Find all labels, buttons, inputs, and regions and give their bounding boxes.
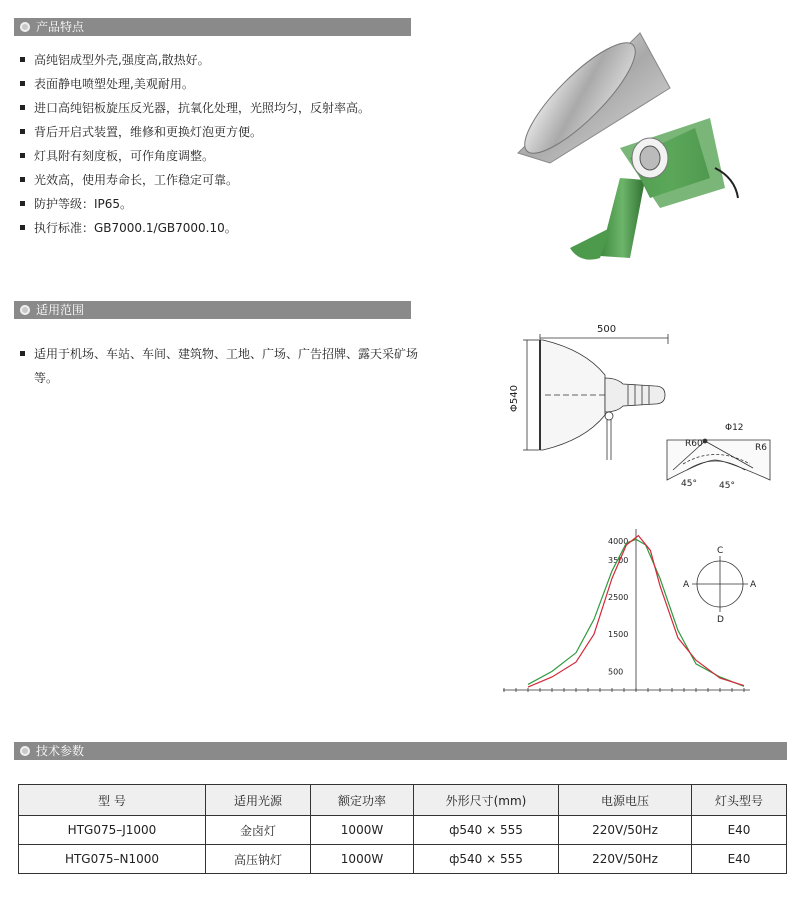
table-cell: 1000W: [311, 816, 414, 845]
polar-label-right: A: [750, 580, 757, 590]
y-tick-label: 3500: [608, 555, 629, 565]
product-photo: [510, 28, 750, 268]
scope-title: 适用范围: [36, 303, 85, 317]
list-item: 表面静电喷塑处理,美观耐用。: [18, 72, 418, 96]
table-cell: E40: [692, 845, 787, 874]
header-power: 额定功率: [311, 785, 414, 816]
table-cell: 220V/50Hz: [559, 816, 692, 845]
features-list: [18, 48, 418, 240]
table-cell: ф540 × 555: [414, 845, 559, 874]
table-cell: 高压钠灯: [206, 845, 311, 874]
scope-text: [18, 342, 418, 390]
features-header: [14, 18, 411, 36]
header-voltage: 电源电压: [559, 785, 692, 816]
bullet-circle-icon: [20, 746, 30, 756]
angle-left-label: 45°: [681, 479, 697, 489]
y-tick-label: 1500: [608, 630, 629, 640]
y-tick-label: 500: [608, 667, 624, 677]
width-label: 500: [597, 324, 617, 335]
table-cell: ф540 × 555: [414, 816, 559, 845]
tech-header: [14, 742, 787, 760]
height-label: Φ540: [509, 385, 520, 412]
header-model: 型 号: [19, 785, 206, 816]
table-cell: HTG075–N1000: [19, 845, 206, 874]
list-item: 进口高纯铝板旋压反光器，抗氧化处理，光照均匀，反射率高。: [18, 96, 418, 120]
polar-label-left: A: [683, 580, 690, 590]
table-row: [19, 845, 787, 874]
y-tick-label: 2500: [608, 592, 629, 602]
table-cell: 1000W: [311, 845, 414, 874]
table-row: [19, 816, 787, 845]
tech-title: 技术参数: [36, 744, 85, 758]
scope-description: 适用于机场、车站、车间、建筑物、工地、广场、广告招牌、露天采矿场等。: [34, 347, 419, 385]
header-socket: 灯头型号: [692, 785, 787, 816]
list-item: 执行标准：GB7000.1/GB7000.10。: [18, 216, 418, 240]
polar-label-bottom: D: [717, 615, 724, 625]
r60-label: R60: [685, 439, 703, 449]
polar-label-top: C: [717, 546, 724, 556]
table-cell: 220V/50Hz: [559, 845, 692, 874]
table-cell: HTG075–J1000: [19, 816, 206, 845]
list-item: 光效高，使用寿命长，工作稳定可靠。: [18, 168, 418, 192]
scope-header: [14, 301, 411, 319]
table-cell: E40: [692, 816, 787, 845]
y-tick-label: 4000: [608, 537, 629, 547]
r6-label: R6: [755, 443, 767, 453]
list-item: 背后开启式装置，维修和更换灯泡更方便。: [18, 120, 418, 144]
table-cell: 金卤灯: [206, 816, 311, 845]
table-header-row: [19, 785, 787, 816]
list-item: 高纯铝成型外壳,强度高,散热好。: [18, 48, 418, 72]
bullet-circle-icon: [20, 305, 30, 315]
list-item: 防护等级：IP65。: [18, 192, 418, 216]
spec-table: [18, 784, 787, 874]
list-item: 灯具附有刻度板，可作角度调整。: [18, 144, 418, 168]
light-distribution-chart: [495, 525, 785, 700]
dimension-drawing: [505, 320, 785, 500]
features-title: 产品特点: [36, 20, 85, 34]
header-dimensions: 外形尺寸(mm): [414, 785, 559, 816]
angle-right-label: 45°: [719, 481, 735, 491]
hole-label: Φ12: [725, 423, 744, 433]
polar-diagram: [683, 546, 757, 625]
header-light-source: 适用光源: [206, 785, 311, 816]
bullet-circle-icon: [20, 22, 30, 32]
